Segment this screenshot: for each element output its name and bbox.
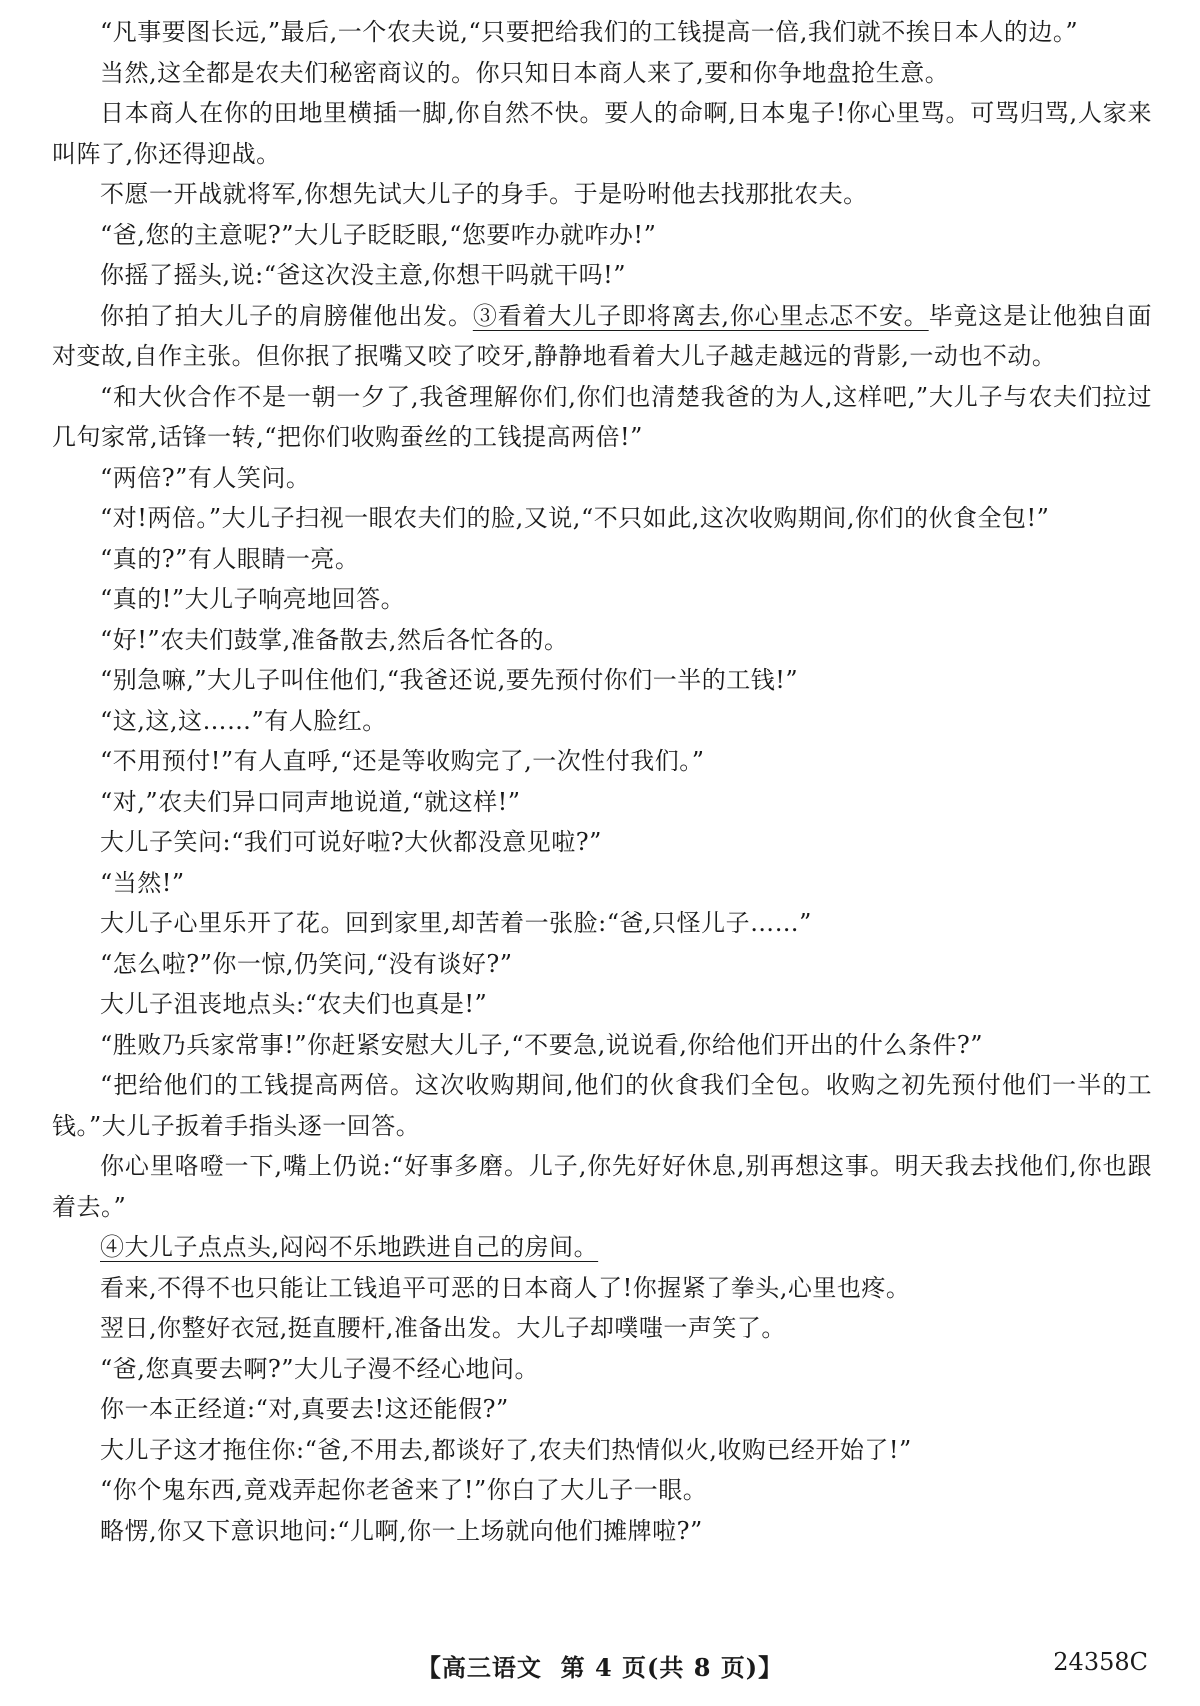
paragraph: “别急嘛,”大儿子叫住他们,“我爸还说,要先预付你们一半的工钱!” — [100, 666, 799, 694]
footer-page-number: 第 4 页(共 8 页)】 — [560, 1653, 784, 1682]
paragraph: “爸,您真要去啊?”大儿子漫不经心地问。 — [100, 1354, 540, 1383]
paragraph: “怎么啦?”你一惊,仍笑问,“没有谈好?” — [100, 949, 513, 978]
paragraph: “两倍?”有人笑问。 — [100, 463, 311, 492]
underlined-sentence-4: ④大儿子点点头,闷闷不乐地跌进自己的房间。 — [100, 1233, 599, 1261]
page-footer — [0, 1648, 1200, 1688]
paragraph: 你心里咯噔一下,嘴上仍说:“好事多磨。儿子,你先好好休息,别再想这事。明天我去找他们,你也跟着去。” — [52, 1152, 1152, 1221]
paragraph: “胜败乃兵家常事!”你赶紧安慰大儿子,“不要急,说说看,你给他们开出的什么条件?” — [100, 1030, 983, 1059]
document-body — [52, 12, 1152, 1551]
paragraph-with-underline — [52, 1227, 1152, 1268]
paragraph-with-underline — [52, 296, 1152, 377]
paragraph: “不用预付!”有人直呼,“还是等收购完了,一次性付我们。” — [100, 747, 705, 775]
paragraph: “真的!”大儿子响亮地回答。 — [100, 585, 406, 613]
paragraph: “对,”农夫们异口同声地说道,“就这样!” — [100, 787, 521, 816]
paragraph: “爸,您的主意呢?”大儿子眨眨眼,“您要咋办就咋办!” — [100, 220, 657, 249]
paragraph: 当然,这全都是农夫们秘密商议的。你只知日本商人来了,要和你争地盘抢生意。 — [100, 58, 950, 87]
paragraph: 大儿子心里乐开了花。回到家里,却苦着一张脸:“爸,只怪儿子……” — [100, 909, 812, 937]
footer-exam-code: 24358C — [1053, 1648, 1148, 1676]
text-segment: 你拍了拍大儿子的肩膀催他出发。 — [100, 301, 473, 330]
paragraph: “当然!” — [100, 868, 185, 897]
paragraph: “这,这,这……”有人脸红。 — [100, 706, 387, 735]
paragraph: 日本商人在你的田地里横插一脚,你自然不快。要人的命啊,日本鬼子!你心里骂。可骂归骂,人家来叫阵了,你还得迎战。 — [52, 99, 1152, 168]
paragraph: “和大伙合作不是一朝一夕了,我爸理解你们,你们也清楚我爸的为人,这样吧,”大儿子与农夫们拉过几句家常,话锋一转,“把你们收购蚕丝的工钱提高两倍!” — [52, 382, 1152, 451]
footer-subject: 【高三语文 — [416, 1653, 542, 1682]
paragraph: “把给他们的工钱提高两倍。这次收购期间,他们的伙食我们全包。收购之初先预付他们一半的工钱。”大儿子扳着手指头逐一回答。 — [52, 1071, 1152, 1140]
paragraph: 翌日,你整好衣冠,挺直腰杆,准备出发。大儿子却噗嗤一声笑了。 — [100, 1314, 786, 1342]
paragraph: 看来,不得不也只能让工钱追平可恶的日本商人了!你握紧了拳头,心里也疼。 — [100, 1273, 911, 1302]
paragraph: “你个鬼东西,竟戏弄起你老爸来了!”你白了大儿子一眼。 — [100, 1476, 708, 1504]
paragraph: “真的?”有人眼睛一亮。 — [100, 544, 360, 573]
paragraph: 大儿子笑问:“我们可说好啦?大伙都没意见啦?” — [100, 828, 602, 856]
paragraph: 大儿子沮丧地点头:“农夫们也真是!” — [100, 990, 488, 1018]
paragraph: “凡事要图长远,”最后,一个农夫说,“只要把给我们的工钱提高一倍,我们就不挨日本人的边。” — [100, 18, 1079, 46]
paragraph: 不愿一开战就将军,你想先试大儿子的身手。于是吩咐他去找那批农夫。 — [100, 180, 868, 208]
paragraph: 你一本正经道:“对,真要去!这还能假?” — [100, 1395, 509, 1423]
underlined-sentence-3: ③看着大儿子即将离去,你心里忐忑不安。 — [472, 301, 929, 330]
paragraph: 略愣,你又下意识地问:“儿啊,你一上场就向他们摊牌啦?” — [100, 1516, 703, 1545]
paragraph: “好!”农夫们鼓掌,准备散去,然后各忙各的。 — [100, 625, 569, 654]
paragraph: 你摇了摇头,说:“爸这次没主意,你想干吗就干吗!” — [100, 261, 627, 289]
footer-page-info — [0, 1648, 1200, 1683]
paragraph: “对!两倍。”大儿子扫视一眼农夫们的脸,又说,“不只如此,这次收购期间,你们的伙食全包!” — [100, 504, 1050, 532]
text-segment: 毕竟这是让他独自面对变故,自作主张。但你抿了抿嘴又咬了咬牙,静静地看着大儿子越走越远的背影,一动也不动。 — [52, 301, 1153, 370]
paragraph: 大儿子这才拖住你:“爸,不用去,都谈好了,农夫们热情似火,收购已经开始了!” — [100, 1435, 912, 1464]
